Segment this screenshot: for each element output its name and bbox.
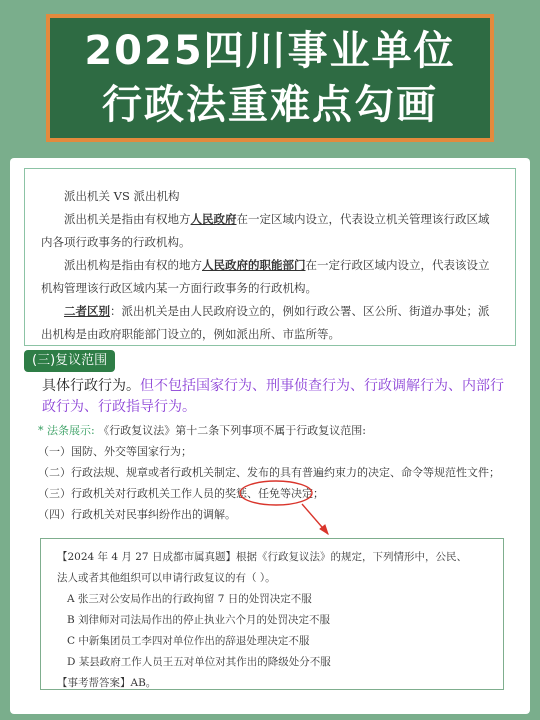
underlined-term: 二者区别 xyxy=(64,304,110,318)
definition-box xyxy=(24,168,516,346)
scope-text xyxy=(42,376,512,418)
option-a: A 张三对公安局作出的行政拘留 7 日的处罚决定不服 xyxy=(67,593,312,605)
law-excerpt xyxy=(38,420,518,525)
content-card xyxy=(10,158,530,714)
text-span: 派出机关是指由有权地方 xyxy=(64,212,191,226)
definition-paragraph-3 xyxy=(41,300,499,323)
question-stem-line-2: 法人或者其他组织可以申请行政复议的有（ ）。 xyxy=(57,572,276,584)
text-span: 在一定区域内设立，代表设立机关管理该行政区域 xyxy=(236,212,490,226)
text-span: 等决定； xyxy=(280,487,324,500)
circled-term: 奖惩、任免 xyxy=(225,487,280,500)
definition-paragraph-2 xyxy=(41,254,499,277)
underlined-term: 人民政府 xyxy=(190,212,237,226)
definition-paragraph-3-cont: 出机构是由政府职能部门设立的，例如派出所、市监所等。 xyxy=(41,327,340,341)
title-banner xyxy=(46,14,494,142)
title-line-1: 2025四川事业单位 xyxy=(84,28,456,74)
exam-question-box xyxy=(40,538,504,690)
underlined-term: 人民政府的职能部门 xyxy=(202,258,306,272)
title-line-2: 行政法重难点勾画 xyxy=(102,82,438,128)
law-item: （四）行政机关对民事纠纷作出的调解。 xyxy=(38,508,236,521)
law-item-3 xyxy=(38,483,518,504)
definition-paragraph-1 xyxy=(41,208,499,231)
law-label: * 法条展示: xyxy=(38,424,95,437)
section-badge: (三)复议范围 xyxy=(24,350,115,372)
answer-line: 【事考帮答案】AB。 xyxy=(57,677,157,689)
law-intro: 《行政复议法》第十二条下列事项不属于行政复议范围: xyxy=(98,424,366,437)
red-arrow-head xyxy=(320,525,328,534)
definition-paragraph-1-cont: 内各项行政事务的行政机构。 xyxy=(41,235,191,249)
law-item: （一）国防、外交等国家行为； xyxy=(38,445,192,458)
law-intro-line xyxy=(38,420,518,441)
scope-highlight: 但不包括国家行为、刑事侦查行为、行政调解行为、内部行政行为、行政指导行为。 xyxy=(42,378,504,415)
option-c: C 中新集团员工李四对单位作出的辞退处理决定不服 xyxy=(67,635,310,647)
definition-title: 派出机关 VS 派出机构 xyxy=(64,189,180,203)
text-span: ：派出机关是由人民政府设立的，例如行政公署、区公所、街道办事处；派 xyxy=(110,304,490,318)
question-stem-line-1: 【2024 年 4 月 27 日成都市属真题】根据《行政复议法》的规定，下列情形中，公民、 xyxy=(57,551,467,563)
law-item: （二）行政法规、规章或者行政机关制定、发布的具有普遍约束力的决定、命令等规范性文件； xyxy=(38,466,500,479)
text-span: 派出机构是指由有权的地方 xyxy=(64,258,202,272)
scope-lead: 具体行政行为。 xyxy=(42,378,140,394)
text-span: 在一定行政区域内设立，代表该设立 xyxy=(305,258,490,272)
option-b: B 刘律师对司法局作出的停止执业六个月的处罚决定不服 xyxy=(67,614,331,626)
text-span: （三）行政机关对行政机关工作人员的 xyxy=(38,487,225,500)
definition-paragraph-2-cont: 机构管理该行政区域内某一方面行政事务的行政机构。 xyxy=(41,281,317,295)
option-d: D 某县政府工作人员王五对单位对其作出的降级处分不服 xyxy=(67,656,331,668)
